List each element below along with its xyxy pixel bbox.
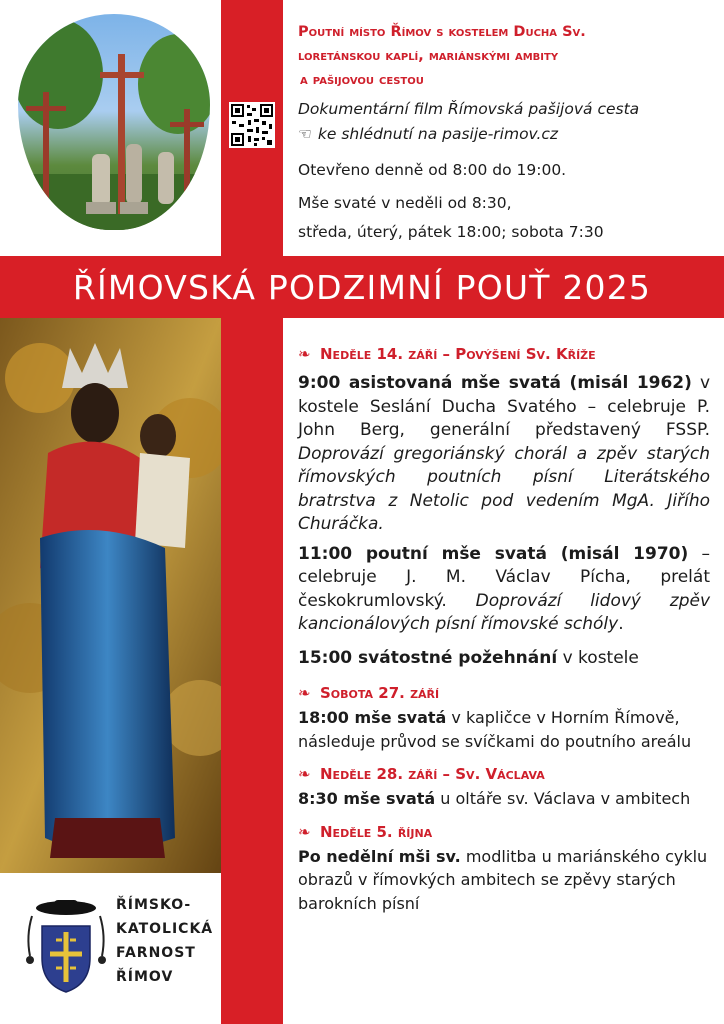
event-1-blessing-text: v kostele xyxy=(562,647,639,668)
heading-line-1: Poutní místo Římov s kostelem Ducha Sv. xyxy=(298,24,586,40)
event-4-time: Po nedělní mši sv. xyxy=(298,846,461,866)
pointing-hand-icon: ☜ xyxy=(298,125,312,143)
qr-code[interactable] xyxy=(229,102,275,148)
film-line-1: Dokumentární film Římovská pašijová cesta xyxy=(298,100,640,118)
parish-line-3: FARNOST xyxy=(116,945,196,961)
events-column xyxy=(298,343,710,915)
event-1-mass-2-text: – celebruje J. M. Václav Pícha, prelát českokrumlovský. xyxy=(298,543,711,611)
event-1-mass-1 xyxy=(298,372,710,537)
heading-line-2: loretánskou kaplí, mariánskými ambity xyxy=(298,48,559,64)
leaf-ornament-icon: ❧ xyxy=(298,345,311,363)
event-1-blessing xyxy=(298,647,710,671)
leaf-ornament-icon: ❧ xyxy=(298,684,311,702)
event-1-mass-2-time: 11:00 poutní mše svatá (misál 1970) xyxy=(298,543,689,564)
coat-of-arms-icon xyxy=(22,896,110,996)
mass-times-line-1: Mše svaté v neděli od 8:30, xyxy=(298,194,512,212)
event-4-details xyxy=(298,845,710,916)
parish-name xyxy=(116,893,213,989)
event-4-text: modlitba u mariánského cyklu obrazů v římovkých ambitech se zpěvy starých barokních písní xyxy=(298,846,708,913)
event-1-mass-2-end: . xyxy=(618,614,624,634)
parish-line-2: KATOLICKÁ xyxy=(116,921,214,937)
mass-times-line-2: středa, úterý, pátek 18:00; sobota 7:30 xyxy=(298,223,604,241)
opening-hours: Otevřeno denně od 8:00 do 19:00. xyxy=(298,161,567,179)
pilgrimage-heading xyxy=(298,20,708,92)
event-1-mass-1-text: v kostele Seslání Ducha Svatého – celebruje P. John Berg, generální představený FSSP. xyxy=(298,373,710,440)
event-3-time: 8:30 mše svatá xyxy=(298,789,436,808)
event-1-heading-text: Neděle 14. září – Povýšení Sv. Kříže xyxy=(320,345,596,363)
madonna-illustration xyxy=(0,318,221,873)
madonna-statue-photo xyxy=(0,318,221,873)
cross-vertical-bar xyxy=(221,0,283,1024)
event-1-mass-1-music: Doprovází gregoriánský chorál a zpěv starých římovských poutních písní Literátského bratrstva z Netolic pod vedením MgA. Jiřího Churáčka. xyxy=(298,443,710,534)
event-1-mass-2-music: Doprovází lidový zpěv kancionálových písní římovské schóly xyxy=(298,590,710,634)
banner-title: ŘÍMOVSKÁ PODZIMNÍ POUŤ 2025 xyxy=(72,267,652,307)
event-1-mass-1-time: 9:00 asistovaná mše svatá (misál 1962) xyxy=(298,373,692,393)
heading-line-3: a pašijovou cestou xyxy=(300,72,424,88)
event-4-heading xyxy=(298,821,710,843)
event-3-text: u oltáře sv. Václava v ambitech xyxy=(440,789,691,808)
parish-line-1: ŘÍMSKO- xyxy=(116,897,192,913)
event-1-heading xyxy=(298,343,710,365)
event-3-heading-text: Neděle 28. září – Sv. Václava xyxy=(320,765,545,783)
calvary-photo xyxy=(18,14,210,230)
event-3-heading xyxy=(298,763,710,785)
event-3-details xyxy=(298,787,710,811)
event-2-heading-text: Sobota 27. září xyxy=(320,684,440,702)
event-1-blessing-time: 15:00 svátostné požehnání xyxy=(298,647,558,668)
event-2-details xyxy=(298,706,710,753)
leaf-ornament-icon: ❧ xyxy=(298,822,311,841)
film-line-2 xyxy=(298,122,558,147)
calvary-illustration xyxy=(18,14,210,230)
qr-code-graphic xyxy=(229,102,275,148)
event-2-text: v kapličce v Horním Římově, následuje průvod se svíčkami do poutního areálu xyxy=(298,708,692,751)
leaf-ornament-icon: ❧ xyxy=(298,765,311,783)
parish-line-4: ŘÍMOV xyxy=(116,969,174,985)
film-website-link[interactable]: ke shlédnutí na pasije-rimov.cz xyxy=(317,125,559,143)
parish-coat-of-arms xyxy=(22,896,110,996)
event-2-time: 18:00 mše svatá xyxy=(298,708,447,727)
event-1-mass-2 xyxy=(298,543,710,637)
event-4-heading-text: Neděle 5. října xyxy=(320,822,433,841)
event-2-heading xyxy=(298,682,710,704)
